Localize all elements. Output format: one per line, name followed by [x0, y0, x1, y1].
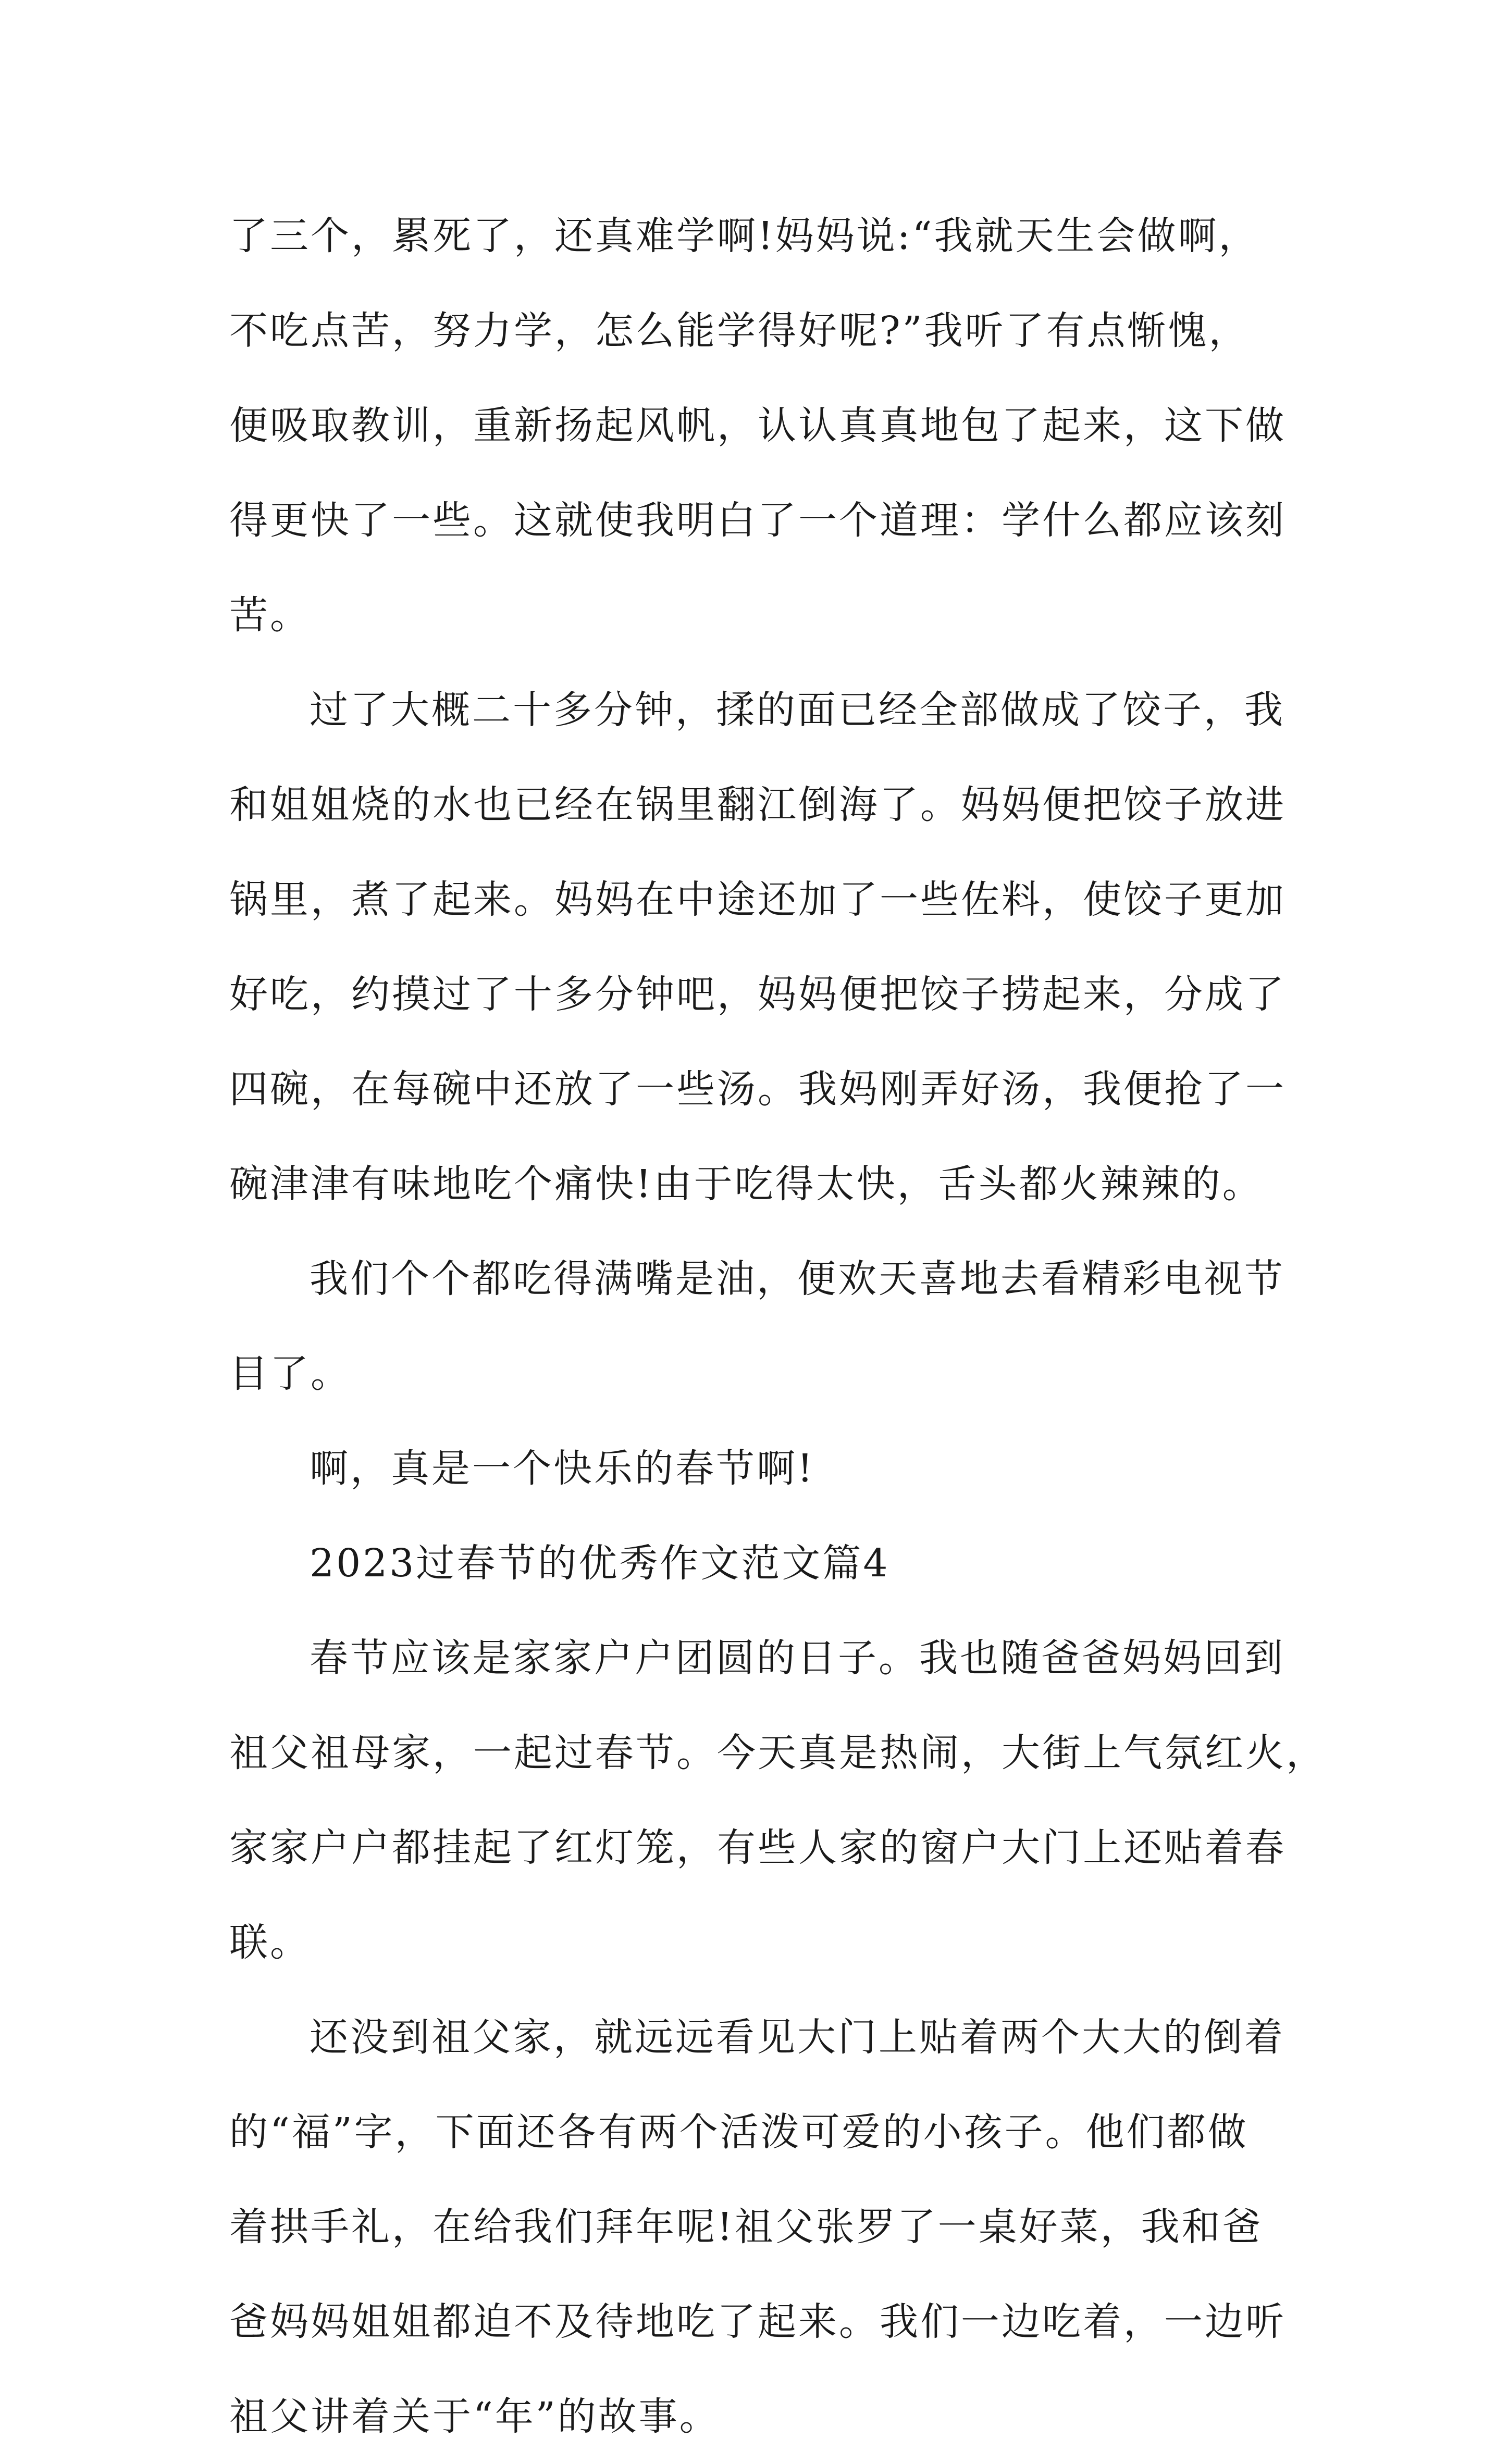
text-line: 得更快了一些。这就使我明白了一个道理：学什么都应该刻: [229, 498, 1286, 543]
text-line: 还没到祖父家，就远远看见大门上贴着两个大大的倒着: [310, 2015, 1285, 2060]
text-line: 便吸取教训，重新扬起风帆，认认真真地包了起来，这下做: [229, 403, 1286, 448]
text-line: 好吃，约摸过了十多分钟吧，妈妈便把饺子捞起来，分成了: [229, 972, 1286, 1017]
text-line: 啊，真是一个快乐的春节啊!: [310, 1446, 815, 1491]
text-line: 联。: [229, 1920, 311, 1965]
text-line: 了三个，累死了，还真难学啊!妈妈说:“我就天生会做啊，: [229, 214, 1259, 258]
text-line: 春节应该是家家户户团圆的日子。我也随爸爸妈妈回到: [310, 1636, 1285, 1681]
document-body: [229, 189, 1327, 2464]
text-line: 我们个个都吃得满嘴是油，便欢天喜地去看精彩电视节: [310, 1256, 1285, 1301]
text-line: 不吃点苦，努力学，怎么能学得好呢?”我听了有点惭愧，: [229, 308, 1250, 353]
text-line: 的“福”字，下面还各有两个活泼可爱的小孩子。他们都做: [229, 2110, 1249, 2155]
text-line: 祖父祖母家，一起过春节。今天真是热闹，大街上气氛红火，: [229, 1731, 1327, 1775]
text-line: 和姐姐烧的水也已经在锅里翻江倒海了。妈妈便把饺子放进: [229, 782, 1286, 827]
text-line: 祖父讲着关于“年”的故事。: [229, 2394, 720, 2439]
text-line: 目了。: [229, 1351, 351, 1396]
text-line: 苦。: [229, 593, 311, 638]
text-line: 爸妈妈姐姐都迫不及待地吃了起来。我们一边吃着，一边听: [229, 2299, 1286, 2344]
text-line: 四碗，在每碗中还放了一些汤。我妈刚弄好汤，我便抢了一: [229, 1067, 1286, 1112]
text-line: 2023过春节的优秀作文范文篇4: [310, 1541, 890, 1586]
text-line: 着拱手礼，在给我们拜年呢!祖父张罗了一桌好菜，我和爸: [229, 2205, 1263, 2249]
text-line: 碗津津有味地吃个痛快!由于吃得太快，舌头都火辣辣的。: [229, 1162, 1263, 1206]
text-line: 家家户户都挂起了红灯笼，有些人家的窗户大门上还贴着春: [229, 1825, 1286, 1870]
text-line: 过了大概二十多分钟，揉的面已经全部做成了饺子，我: [310, 688, 1285, 732]
text-line: 锅里，煮了起来。妈妈在中途还加了一些佐料，使饺子更加: [229, 877, 1286, 922]
